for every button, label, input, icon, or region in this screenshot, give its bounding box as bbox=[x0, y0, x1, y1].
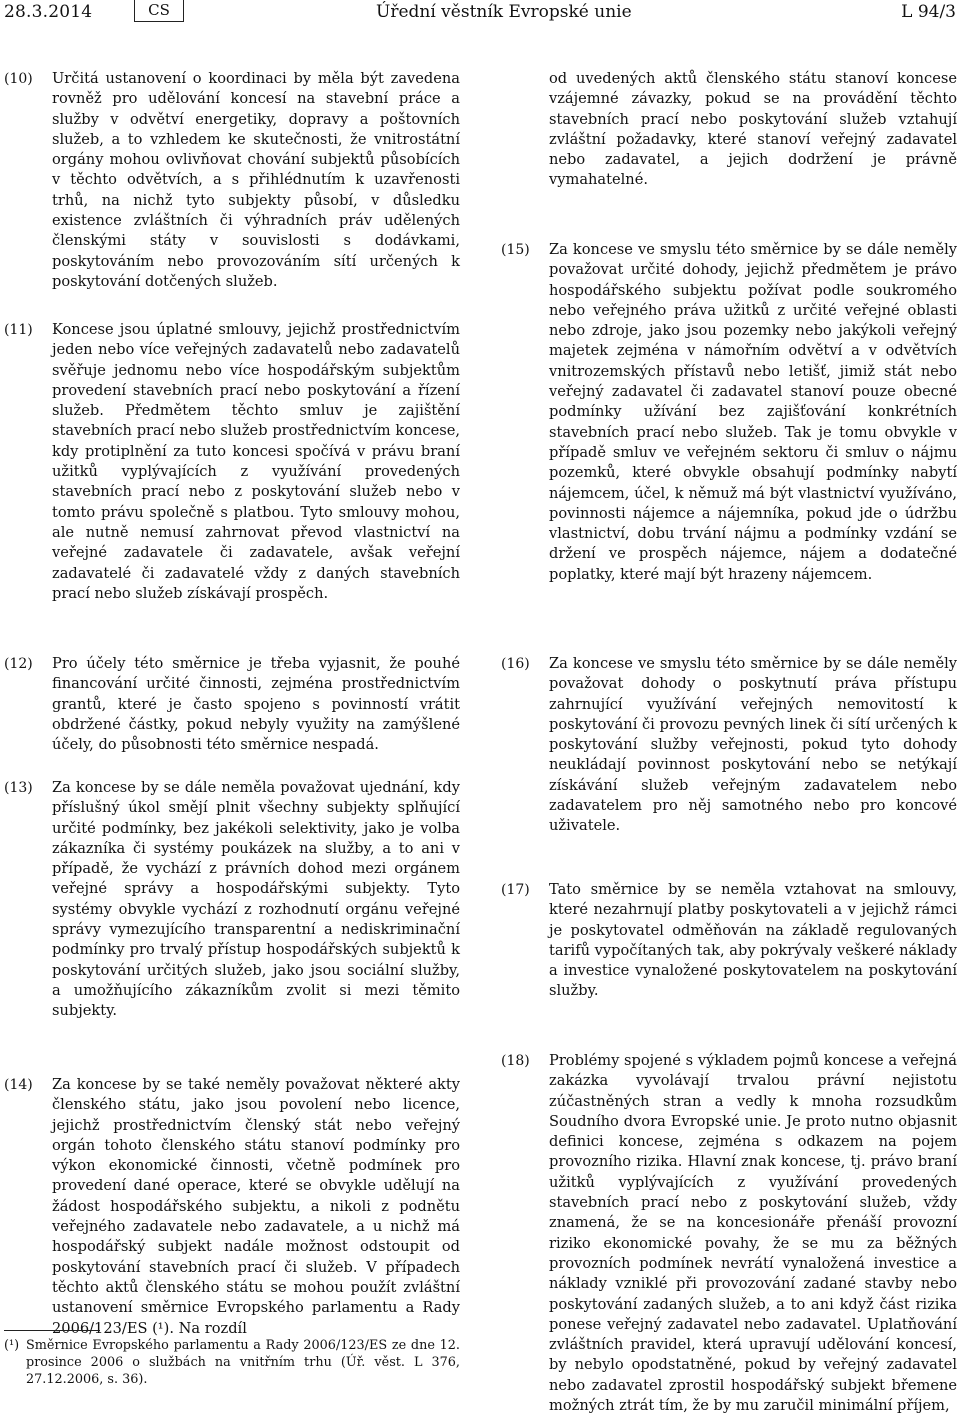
publication-date: 28.3.2014 bbox=[4, 2, 93, 22]
footnote-divider bbox=[4, 1330, 100, 1331]
recital-number: (12) bbox=[4, 656, 33, 672]
page-header bbox=[0, 0, 960, 40]
recital-text: Za koncese ve smyslu této směrnice by se dále neměly považovat určité dohody, jejichž předmětem je právo hospodářského subjektu požívat podle soukromého nebo veřejného práva užitků z určité veřejné oblasti nebo zdroje, jako jsou pozemky nebo jakýkoli veřejný majetek zejména v námořním odvětví a v odvětvích vnitrozemských přístavů nebo letišť, jimiž stát nebo veřejný zadavatel či zadavatel stanoví pouze obecné podmínky užívání bez zajišťování konkrétních stavebních prací nebo služeb. Tak je tomu obvykle v případě smluv ve veřejném sektoru či smluv o nájmu pozemků, které obvykle obsahují podmínky nabytí nájemcem, účel, k němuž má být vlastnictví využíváno, povinnosti nájemce a nájemníka, pokud jde o údržbu vlastnictví, dobu trvání nájmu a podmínky vzdání se držení ve prospěch nájemce, nájem a dodatečné poplatky, které mají být hrazeny nájemcem. bbox=[549, 241, 957, 583]
recital-number: (17) bbox=[501, 882, 530, 898]
footnote-mark: (¹) bbox=[4, 1338, 20, 1353]
footnote bbox=[4, 1338, 460, 1387]
recital-text: Problémy spojené s výkladem pojmů koncese a veřejná zakázka vyvolávají trvalou právní nejistotu zúčastněných stran a vedly k mnoha rozsudkům Soudního dvora Evropské unie. Je proto nutno objasnit definici koncese, zejména s odkazem na pojem provozního rizika. Hlavní znak koncese, tj. právo braní užitků vyplývajících z využívání provedených stavebních prací nebo z poskytování služeb, vždy znamená, že se na koncesionáře přenáší provozní riziko ekonomické povahy, že se mu za běžných provozních podmínek nevrátí vynaložená investice a náklady vzniklé při provozování zadané stavby nebo poskytování zadaných služeb, a to ani když část rizika ponese veřejný zadavatel nebo zadavatel. Uplatňování zvláštních pravidel, která upravují udělování koncesí, by nebylo opodstatněné, pokud by veřejný zadavatel nebo zadavatel zprostil hospodářský subjekt břemene možných ztrát tím, že by mu zaručil minimální příjem, bbox=[549, 1052, 957, 1415]
recital-text: Pro účely této směrnice je třeba vyjasnit, že pouhé financování určité činnosti, zejména prostřednictvím grantů, které je často spojeno s povinností vrátit obdržené částky, pokud nebyly využity na zamýšlené účely, do působnosti této směrnice nespadá. bbox=[52, 655, 460, 754]
recital-text: Za koncese by se dále neměla považovat ujednání, kdy příslušný úkol smějí plnit všechny subjekty splňující určité podmínky, bez jakékoli selektivity, jako je volba zákazníka či systémy poukázek na služby, a to ani v případě, že vychází z právních dohod mezi orgánem veřejné správy a hospodářskými subjekty. Tyto systémy obvykle vychází z rozhodnutí orgánu veřejné správy vymezujícího transparentní a nediskriminační podmínky pro trvalý přístup hospodářských subjektů k poskytování určitých služeb, jako jsou sociální služby, a umožňujícího zákazníkům zvolit si mezi těmito subjekty. bbox=[52, 779, 460, 1020]
recital-text: Koncese jsou úplatné smlouvy, jejichž prostřednictvím jeden nebo více veřejných zadavatelů nebo zadavatelů svěřuje jednomu nebo více hospodářským subjektům provedení stavebních prací nebo poskytování a řízení služeb. Předmětem těchto smluv je zajištění stavebních prací nebo služeb prostřednictvím koncese, kdy protiplnění za tuto koncesi spočívá v právu braní užitků vyplývajících z využívání provedených stavebních prací nebo z poskytování služeb nebo v tomto právu společně s platbou. Tyto smlouvy mohou, ale nutně nemusí zahrnovat převod vlastnictví na veřejné zadavatele či zadavatele, avšak veřejní zadavatelé či zadavatelé vždy z daných stavebních prací nebo služeb získávají prospěch. bbox=[52, 321, 460, 602]
recital-text: Tato směrnice by se neměla vztahovat na smlouvy, které nezahrnují platby poskytovateli a v jejichž rámci je poskytovatel odměňován na základě regulovaných tarifů vypočítaných tak, aby pokrývaly veškeré náklady a investice vynaložené poskytovatelem na poskytování služby. bbox=[549, 881, 957, 1000]
recital-number: (13) bbox=[4, 780, 33, 796]
recital-text: od uvedených aktů členského státu stanoví koncese vzájemné závazky, pokud se na provádění těchto stavebních prací nebo poskytování služeb vztahují zvláštní požadavky, které stanoví veřejný zadavatel nebo zadavatel, a jejich dodržení je právně vymahatelné. bbox=[549, 70, 957, 189]
recital-number: (11) bbox=[4, 322, 33, 338]
page-number: L 94/3 bbox=[901, 2, 956, 22]
recital-number: (14) bbox=[4, 1077, 33, 1093]
journal-title: Úřední věstník Evropské unie bbox=[376, 2, 632, 22]
recital-text: Za koncese ve smyslu této směrnice by se dále neměly považovat dohody o poskytnutí práva přístupu zahrnující využívání veřejných nemovitostí k poskytování či provozu pevných linek či sítí určených k poskytování služby veřejnosti, pokud tyto dohody neukládají povinnost poskytování nebo se netýkají získávání služeb veřejným zadavatelem nebo zadavatelem pro něj samotného nebo pro koncové uživatele. bbox=[549, 655, 957, 835]
recital-text: Určitá ustanovení o koordinaci by měla být zavedena rovněž pro udělování koncesí na stavební práce a služby v odvětví energetiky, dopravy a poštovních služeb, a to vzhledem ke skutečnosti, že vnitrostátní orgány mohou ovlivňovat chování subjektů působících v těchto odvětvích, a s přihlédnutím k uzavřenosti trhů, na nichž tyto subjekty působí, v důsledku existence zvláštních či výhradních práv udělených členskými státy v souvislosti s dodávkami, poskytováním nebo provozováním sítí určených k poskytování dotčených služeb. bbox=[52, 70, 460, 290]
language-badge: CS bbox=[134, 0, 184, 22]
recital-number: (15) bbox=[501, 242, 530, 258]
recital-number: (16) bbox=[501, 656, 530, 672]
footnote-text: Směrnice Evropského parlamentu a Rady 2006/123/ES ze dne 12. prosince 2006 o službách na vnitřním trhu (Úř. věst. L 376, 27.12.2006, s. 36). bbox=[26, 1338, 460, 1387]
recital-number: (10) bbox=[4, 71, 33, 87]
recital-number: (18) bbox=[501, 1053, 530, 1069]
recital-text: Za koncese by se také neměly považovat některé akty členského státu, jako jsou povolení nebo licence, jejichž prostřednictvím členský stát nebo veřejný orgán tohoto členského státu stanoví podmínky pro výkon ekonomické činnosti, včetně podmínek pro provedení dané operace, které se obvykle udělují na žádost hospodářského subjektu, a nikoli z podnětu veřejného zadavatele nebo zadavatele, a u nichž má hospodářský subjekt nadále možnost odstoupit od poskytování stavebních prací či služeb. V případech těchto aktů členského státu se mohou použít zvláštní ustanovení směrnice Evropského parlamentu a Rady 2006/123/ES (¹). Na rozdíl bbox=[52, 1076, 460, 1337]
